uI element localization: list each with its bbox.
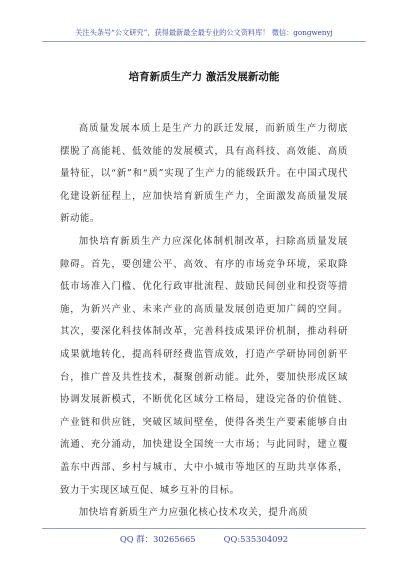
header-divider	[42, 41, 366, 42]
document-body	[60, 118, 348, 525]
paragraph-3: 加快培育新质生产力应强化核心技术攻关，提升高质	[78, 507, 309, 519]
footer-divider	[42, 528, 366, 529]
header-notice: 关注头条号“公文研究”，获得最新最全最专业的公文资料库！ 微信：gongwenyj	[75, 28, 333, 37]
document-title: 培育新质生产力 激活发展新动能	[128, 71, 280, 83]
paragraph-2: 加快培育新质生产力应深化体制机制改革，扫除高质量发展障碍。首先，要创建公平、高效、有序的市场竞争环境，采取降低市场准入门槛、优化行政审批流程、鼓励民间创业和投资等措施，为新兴产业、未来产业的高质量发展创造更加广阔的空间。其次，要深化科技体制改革，完善科技成果评价机制，推动科研成果就地转化，提高科研经费监管成效，打造产学研协同创新平台，推广普及共性技术，凝聚创新动能。此外，要加快形成区域协调发展新模式，不断优化区域分工格局，建设完备的价值链、产业链和供应链，突破区域间壁垒，使得各类生产要素能够自由流通、充分涌动，加快建设全国统一大市场；与此同时，建立覆盖东中西部、乡村与城市、大中小城市等地区的互助共享体系，致力于实现区域互促、城乡互补的目标。	[60, 235, 348, 496]
footer-qq-group: QQ 群：30265665	[119, 534, 196, 544]
footer-qq: QQ:535304092	[223, 534, 289, 544]
footer-contact	[0, 533, 408, 545]
paragraph-1: 高质量发展本质上是生产力的跃迁发展，而新质生产力彻底摆脱了高能耗、低效能的发展模式，具有高科技、高效能、高质量特征，以“新”和“质”实现了生产力的能级跃升。在中国式现代化建设新征程上，应加快培育新质生产力，全面激发高质量发展新动能。	[60, 123, 348, 225]
